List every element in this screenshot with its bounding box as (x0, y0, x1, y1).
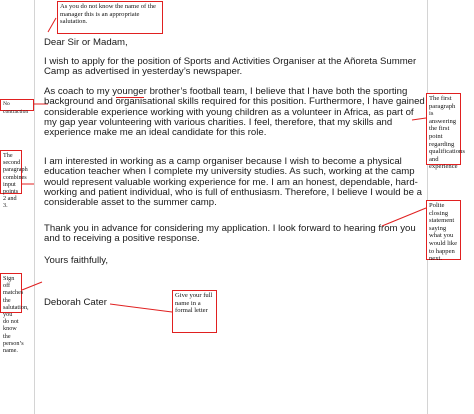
second-paragraph-note: The second paragraph combines input points 2 and 3. (0, 150, 22, 194)
paragraph-1: I wish to apply for the position of Sports and Activities Organiser at the Añoreta Summer Camp as advertised in yesterday’s newspaper. (44, 56, 417, 78)
signoff: Yours faithfully, (44, 255, 108, 266)
closing-note: Polite closing statement saying what you would like to happen next. (426, 200, 461, 260)
paragraph-3: I am interested in working as a camp organiser because I wish to become a physical education teacher when I complete my university studies. As such, working at the camp would represent valuable working experience for me. I am an honest, dependable, hard-working and patient individual, who is full of enthusiasm. Therefore, I believe I would be a considerable asset to the summer camp. (44, 156, 422, 209)
no-contraction-underline (116, 97, 144, 98)
paragraph-4: Thank you in advance for considering my application. I look forward to hearing from you and to receiving a positive response. (44, 223, 416, 245)
paragraph-2: As coach to my younger brother’s football team, I believe that I have both the sporting background and organisational skills required for this position. Furthermore, I have gained considerable experience working with young children as a volunteer in Africa, as part of my gap year volunteering with various charities. I feel, therefore, that my skills and experience make me an ideal candidate for this role. (44, 86, 425, 139)
salutation-note: As you do not know the name of the manager this is an appropriate salutation. (57, 1, 163, 34)
contraction-note: No contraction (0, 99, 34, 111)
signature-name: Deborah Cater (44, 297, 107, 308)
first-paragraph-note: The first paragraph is answering the first point regarding qualifications and experience (426, 93, 461, 165)
signoff-note: Sign off matches the salutation, you do not know the person’s name. (0, 273, 22, 313)
salutation: Dear Sir or Madam, (44, 37, 128, 48)
fullname-note: Give your full name in a formal letter (172, 290, 217, 333)
